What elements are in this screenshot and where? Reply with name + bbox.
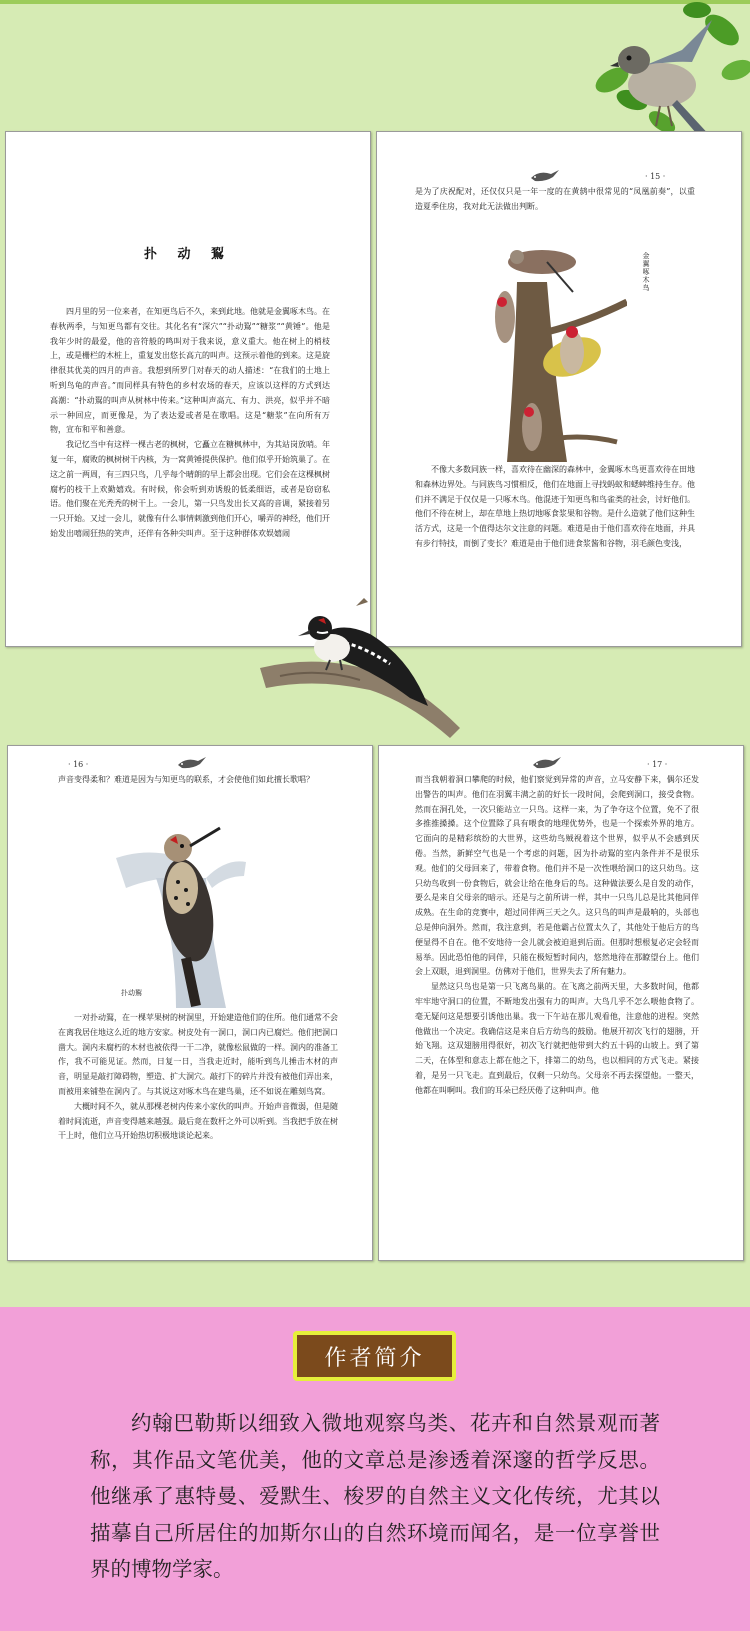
author-intro-text: 约翰巴勒斯以细致入微地观察鸟类、花卉和自然景观而著称，其作品文笔优美，他的文章总是渗透着深邃的哲学反思。他继承了惠特曼、爱默生、梭罗的自然主义文化传统，尤其以描摹自己所居住的加斯尔山的自然环境而闻名，是一位享誉世界的博物学家。 xyxy=(90,1411,660,1581)
author-intro-section xyxy=(0,1307,750,1631)
flicker-woodpeckers-illustration xyxy=(477,242,627,462)
paragraph: 是为了庆祝配对，还仅仅只是一年一度的在黄鸫中很常见的“凤凰前奏”，以重造夏季住房，我对此无法做出判断。 xyxy=(415,187,695,211)
paragraph: 声音变得柔和？难道是因为与知更鸟的联系，才会使他们如此擅长歌唱？ xyxy=(58,775,314,784)
paragraph: 大概时间不久，就从那棵老树内传来小家伙的叫声。开始声音微弱，但是随着时间流逝，声音变得越来越强。最后竟在数杆之外可以听到。当我把手放在树干上时，他们立马开始热切积极地谈论起来。 xyxy=(58,1101,338,1141)
page-15-body xyxy=(415,463,695,552)
header-bird-icon xyxy=(529,751,563,773)
paragraph: 显然这只鸟也是第一只飞离鸟巢的。在飞离之前两天里，大多数时间，他都牢牢地守洞口的位置，不断地发出强有力的叫声。大鸟几乎不怎么喂他食物了。毫无疑问这是想要引诱他出巢。我一下午站在那儿观看他，注意他的进程。突然他做出一个决定。我确信这是来自后方幼鸟的鼓励。他展开初次飞行的翅膀，开始飞翔。这双翅膀用得很好，初次飞行就把他带到大约五十码的山坡上。到了第二天，在体型和意志上都在他之下，排第二的幼鸟，也以相同的方式飞走。紧接着，是另一只飞走。直到最后，仅剩一只幼鸟。父母亲不再去探望他。一整天，他都在叫啊叫。我们的耳朵已经厌倦了这种叫声。他 xyxy=(415,982,699,1095)
sparrow-on-branch-illustration xyxy=(592,0,750,146)
header-bird-icon xyxy=(174,751,208,773)
book-page-17 xyxy=(378,745,744,1261)
flicker-on-stump-illustration xyxy=(116,818,256,1008)
page-16-intro xyxy=(58,773,338,788)
page-number: · 15 · xyxy=(645,172,666,181)
book-page-16 xyxy=(7,745,373,1261)
page-17-body xyxy=(415,773,699,1099)
chapter-title: 扑 动 鴷 xyxy=(143,247,233,262)
page-16-body xyxy=(58,1011,338,1144)
author-intro-heading: 作者简介 xyxy=(293,1331,456,1381)
paragraph: 而当我朝着洞口攀爬的时候，他们察觉到异常的声音，立马安静下来，偶尔还发出警告的叫声。他们在羽翼丰满之前的好长一段时间，会爬到洞口，接受食物。然而在洞孔处，一次只能站立一只鸟。这样一来，为了争夺这个位置，免不了很多推推搡搡。这个位置除了具有喂食的地理优势外，也是一个探索外界的地方。它面向的是精彩缤纷的大世界，这些幼鸟贼视着这个世界，似乎从不会感到厌倦。当然，新鲜空气也是一个考虑的问题，因为扑动鴷的室内条件并不是很乐观。他们的父母回来了，带着食物。他们并不是一次性喂给洞口的这只幼鸟。这只幼鸟收到一份食物后，就会让给在他身后的鸟。这种做法要么是自发的动作，要么是来自父母亲的暗示。还是与之前所讲一样，其中一只鸟儿总是比其他同伴成熟。在生命的竞赛中，超过同伴两三天之久。这只鸟的叫声是最响的，头部也总是伸向洞外。然而，我注意到，若是他霸占位置太久了，其他处于他后方的鸟便显得不自在。他不安地待一会儿就会被迫退到后面。但那时想根复必定会轻而易举。因此恐怕他的同伴，只能在极短暂时间内，悠然地待在那瞭望台上。他们会上双眼，退到洞里。仿佛对于他们，世界失去了所有魅力。 xyxy=(415,775,699,977)
page-number: · 17 · xyxy=(647,760,668,769)
page-15-intro xyxy=(415,185,695,215)
illustration-caption: 扑动鴷 xyxy=(121,989,142,997)
book-page-15 xyxy=(376,131,742,647)
header-bird-icon xyxy=(527,164,561,186)
paragraph: 一对扑动鴷，在一棵苹果树的树洞里，开始建造他们的住所。他们通常不会在离我居住地这么近的地方安家。树皮处有一洞口，洞口内已腐烂。他们把洞口凿大。洞内未腐朽的木材也被依得一干二净，就像松鼠做的一样。洞内的准备工作，我不可能见证。然而，日复一日，当我走近时，能听到鸟儿捶击木材的声音，明显是敲打障碍物，塑造、扩大洞穴。敲打下的碎片并没有被他们弄出来，而被用来铺垫在洞内了。与其说这对啄木鸟在建鸟巢，还不如说在雕刻鸟窝。 xyxy=(58,1013,338,1096)
woodpecker-on-branch-illustration xyxy=(260,598,460,758)
illustration-caption: 金翼啄木鸟 xyxy=(642,252,650,292)
page-14-body xyxy=(50,305,330,542)
paragraph: 四月里的另一位来者，在知更鸟后不久，来到此地。他就是金翼啄木鸟。在春秋两季，与知更鸟都有交往。其化名有“深穴”“扑动鴷”“糖浆”“黄锤”。他是我年少时的最爱，他的音符般的鸣叫对于我来说，意义重大。他在树上的梢枝上，或是栅栏的木桩上，重复发出悠长高亢的叫声。这预示着他的到来。这是旋律很其优美的四月的声音。我想到所罗门对春天的动人描述：“在我们的土地上听到鸟龟的声音。”而同样具有特色的乡村农场的春天，应该以这样的方式到达高潮：“扑动鴷的叫声从树林中传来。”这种叫声高亢、有力、洪亮，似乎并不暗示一种回应，而更像是，为了表达爱或者是在歌唱。这是“糖浆”在向所有万物，宣布和平和善意。 xyxy=(50,307,330,435)
page-number: · 16 · xyxy=(68,760,89,769)
paragraph: 不像大多数同族一样，喜欢待在幽深的森林中，金翼啄木鸟更喜欢待在田地和森林边界处。与同族鸟习惯相反，他们在地面上寻找蚂蚁和蟋蟀维持生存。他们并不满足于仅仅是一只啄木鸟。他混迹于知更鸟和鸟雀类的社会，讨好他们。他们不待在树上，却在草地上热切地啄食浆果和谷物。是什么造就了他们这种生活方式，这是一个值得达尔文注意的问题。难道是由于他们喜欢待在地面，并具有步行特技，而倒了变长？难道是由于他们进食浆酱和谷物，羽毛颜色变浅， xyxy=(415,465,695,548)
book-page-14 xyxy=(5,131,371,647)
paragraph: 我记忆当中有这样一棵古老的枫树，它矗立在糖枫林中，为其站岗放哨。年复一年，腐败的枫树树干内核，为一窝黄锤提供保护。他们似乎开始筑巢了。在这之前一两周，有三四只鸟，几乎每个晴朗的早上都会出现。它们会在这棵枫树腐朽的枝干上欢勤嬉戏。有时候，你会听到劝诱般的低柔细语，或者是窃窃私语。他们聚在光秃秃的树干上。一会儿，第一只鸟发出长又高的音调，紧接着另一只开始。又过一会儿，就像有什么事情刺激到他们开心，嚼弄的神经，他们开始发出嘻闹狂热的笑声，还伴有各种尖叫声。至于这种群体欢娱嬉闹 xyxy=(50,440,330,538)
